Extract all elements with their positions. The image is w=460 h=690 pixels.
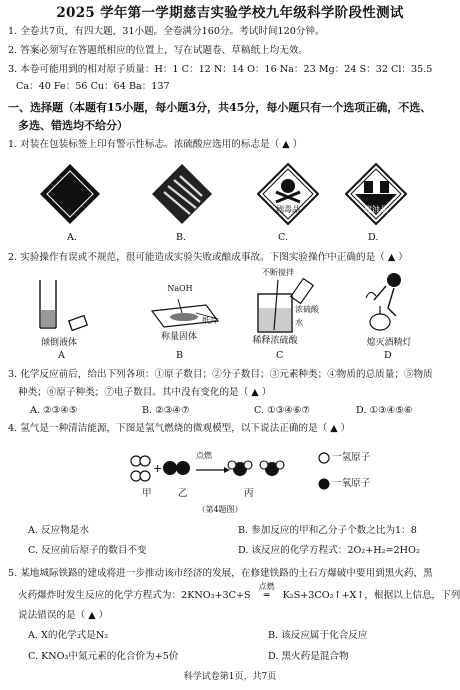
q5-option-b[interactable]: B. 该反应属于化合反应 <box>268 630 368 641</box>
q5-line-3: 说法错误的是（ ▲ ） <box>18 610 109 621</box>
q3-option-c[interactable]: C. ①③④⑥⑦ <box>254 405 311 416</box>
section-1-heading-cont: 多选、错选均不给分） <box>18 119 128 132</box>
q2-caption-d: 熄灭酒精灯 <box>366 338 412 348</box>
q2-caption-a: 倾倒液体 <box>40 338 77 348</box>
hydrogen-atom-legend-icon <box>318 452 330 464</box>
extinguish-lamp-figure <box>356 268 416 334</box>
svg-text:+: + <box>153 462 163 475</box>
note-3: 3. 本卷可能用到的相对原子质量：H：1 C：12 N：14 O：16 Na：23 Mg：24 S：32 Cl：35.5 <box>8 64 433 75</box>
q3-line-2: 种类；⑥原子种类；⑦电子数目。其中没有变化的是（ ▲ ） <box>18 387 272 398</box>
sign-d-corrosive-icon <box>344 162 408 226</box>
q5-condition-label: 点燃 <box>258 582 275 591</box>
q3-option-d[interactable]: D. ①③④⑤⑥ <box>356 405 413 416</box>
q1-option-a[interactable]: A. <box>67 232 77 243</box>
q4-label-yi: 乙 <box>178 488 188 499</box>
note-3-cont: Ca：40 Fe：56 Cu：64 Ba：137 <box>16 81 170 92</box>
q4-option-d[interactable]: D. 该反应的化学方程式：2O₂+H₂=2HO₂ <box>238 545 420 556</box>
legend-hydrogen-label: 一氢原子 <box>332 452 371 463</box>
q5-option-c[interactable]: C. KNO₃中氮元素的化合价为+5价 <box>28 651 179 662</box>
q3-option-b[interactable]: B. ②③④⑦ <box>142 405 190 416</box>
weigh-solid-figure <box>136 295 226 335</box>
sign-b-explosive-icon <box>150 162 214 226</box>
q4-option-c[interactable]: C. 反应前后原子的数目不变 <box>28 545 147 556</box>
q2-option-c[interactable]: C <box>276 350 284 361</box>
q4-label-jia: 甲 <box>142 488 152 499</box>
paper-label: 纸片 <box>202 316 218 325</box>
note-1: 1. 全卷共7页，有四大题，31小题。全卷满分160分。考试时间120分钟。 <box>8 26 325 37</box>
oxygen-atom-legend-icon <box>318 478 330 490</box>
q1-option-b[interactable]: B. <box>176 232 187 243</box>
q4-stem: 4. 氢气是一种清洁能源，下图是氢气燃烧的微观模型，以下说法正确的是（ ▲ ） <box>8 423 351 434</box>
q2-option-b[interactable]: B <box>176 350 184 361</box>
sign-d-label: 腐蚀品 <box>364 205 388 214</box>
q4-figure-caption: （第4题图） <box>197 505 243 514</box>
naoh-label: NaOH <box>167 284 193 293</box>
q4-label-bing: 丙 <box>244 488 254 499</box>
q5-equation-lhs: 火药爆炸时发生反应的化学方程式为：2KNO₃+3C+S <box>18 590 254 601</box>
q2-caption-b: 称量固体 <box>160 332 197 342</box>
acid-label: 浓硫酸 <box>295 305 319 314</box>
q4-option-b[interactable]: B. 参加反应的甲和乙分子个数之比为1：8 <box>238 525 417 536</box>
sign-c-label: 剧毒品 <box>276 205 300 214</box>
q5-line-1: 5. 某地城际铁路的建成将进一步推动该市经济的发展，在修建铁路的土石方爆破中要用到黑火药，黑 <box>8 568 433 579</box>
q2-stem: 2. 实验操作有误或不规范，很可能造成实验失败或酿成事故。下图实验操作中正确的是（ ▲ ） <box>8 252 408 263</box>
q2-option-a[interactable]: A <box>58 350 65 361</box>
q5-equation-rhs: K₂S+3CO₂↑+X↑，根据以上信息，下列 <box>279 590 460 601</box>
section-1-heading: 一、选择题（本题有15小题，每小题3分，共45分，每小题只有一个选项正确，不选、 <box>8 101 432 114</box>
q5-option-d[interactable]: D. 黑火药是混合物 <box>268 651 349 662</box>
q4-condition-label: 点燃 <box>196 451 212 460</box>
q5-line-2: 火药爆炸时发生反应的化学方程式为：2KNO₃+3C+S 点燃 ═ K₂S+3CO₂↑+X↑，根据以上信息，下列 <box>18 582 460 601</box>
stir-note-label: 不断搅拌 <box>262 268 294 277</box>
pour-liquid-figure <box>30 280 100 336</box>
sign-a-flammable-icon <box>38 162 102 226</box>
q1-stem: 1. 对装在包装标签上印有警示性标志。浓硫酸应选用的标志是（ ▲ ） <box>8 139 303 150</box>
q2-option-d[interactable]: D <box>384 350 392 361</box>
page-title: 2025 学年第一学期慈吉实验学校九年级科学阶段性测试 <box>56 5 404 21</box>
legend-oxygen-label: 一氧原子 <box>332 478 371 489</box>
page-footer: 科学试卷第1页，共7页 <box>183 672 277 682</box>
water-label: 水 <box>295 318 303 327</box>
q3-option-a[interactable]: A. ②③④⑤ <box>30 405 78 416</box>
note-2: 2. 答案必须写在答题纸相应的位置上，写在试题卷、草稿纸上均无效。 <box>8 45 309 56</box>
q2-caption-c: 稀释浓硫酸 <box>252 336 298 346</box>
q5-option-a[interactable]: A. X的化学式是N₂ <box>28 630 109 641</box>
q1-option-c[interactable]: C. <box>278 232 289 243</box>
q1-option-d[interactable]: D. <box>368 232 379 243</box>
q4-option-a[interactable]: A. 反应物是水 <box>28 525 89 536</box>
sign-c-toxic-icon <box>256 162 320 226</box>
q3-line-1: 3. 化学反应前后，给出下列各项：①原子数目；②分子数目；③元素种类；④物质的总质量；⑤物质 <box>8 369 433 380</box>
